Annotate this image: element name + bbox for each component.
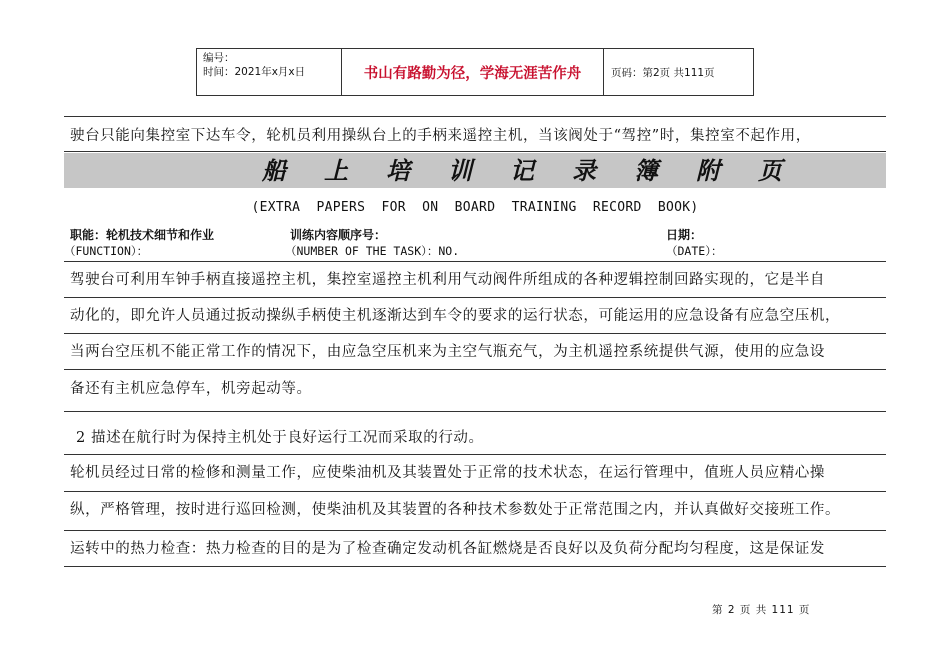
banner-title: 船上培训记录簿附页 <box>262 156 820 185</box>
body-line: 动化的，即允许人员通过扳动操纵手柄使主机逐渐达到车令的要求的运行状态，可能运用的应急设备有应急空压机， <box>70 308 841 324</box>
body-line: 当两台空压机不能正常工作的情况下，由应急空压机来为主空气瓶充气，为主机遥控系统提供气源，使用的应急设 <box>70 344 825 360</box>
divider <box>64 566 886 567</box>
number-label: 编号： <box>203 52 235 64</box>
time-label: 时间：2021年x月x日 <box>203 66 306 78</box>
divider <box>64 491 886 492</box>
divider <box>64 454 886 455</box>
divider <box>64 297 886 298</box>
title-banner <box>64 153 886 188</box>
header-page-info: 页码：第2页 共111页 <box>611 66 715 79</box>
body-line: 轮机员经过日常的检修和测量工作，应使柴油机及其装置处于正常的技术状态，在运行管理中，值班人员应精心操 <box>70 465 825 481</box>
top-text-line: 驶台只能向集控室下达车令，轮机员利用操纵台上的手柄来遥控主机，当该阀处于“驾控”时，集控室不起作用， <box>70 128 811 144</box>
divider <box>64 151 886 152</box>
divider <box>64 261 886 262</box>
task-label-en: （NUMBER OF THE TASK）：NO. <box>285 244 460 258</box>
page-footer: 第 2 页 共 111 页 <box>712 604 811 616</box>
task-label-cn: 训练内容顺序号： <box>290 228 387 242</box>
document-header <box>196 48 754 96</box>
divider <box>64 411 886 412</box>
question-line: 2 描述在航行时为保持主机处于良好运行工况而采取的行动。 <box>76 430 484 446</box>
date-label-cn: 日期： <box>666 228 703 242</box>
divider <box>64 116 886 117</box>
date-label-en: （DATE）： <box>666 244 723 258</box>
function-label-en: （FUNCTION）： <box>64 244 149 258</box>
divider <box>64 369 886 370</box>
function-label-cn: 职能：轮机技术细节和作业 <box>70 228 215 242</box>
banner-subtitle-en: (EXTRA PAPERS FOR ON BOARD TRAINING RECORD BOOK) <box>251 200 699 215</box>
body-line: 驾驶台可利用车钟手柄直接遥控主机，集控室遥控主机利用气动阀件所组成的各种逻辑控制回路实现的，它是半自 <box>70 272 825 288</box>
header-motto: 书山有路勤为径，学海无涯苦作舟 <box>342 49 604 95</box>
header-left-cell <box>197 49 342 95</box>
body-line: 运转中的热力检查：热力检查的目的是为了检查确定发动机各缸燃烧是否良好以及负荷分配均匀程度，这是保证发 <box>70 541 825 557</box>
divider <box>64 333 886 334</box>
divider <box>64 530 886 531</box>
body-line: 纵，严格管理，按时进行巡回检测，使柴油机及其装置的各种技术参数处于正常范围之内，并认真做好交接班工作。 <box>70 502 841 518</box>
body-line: 备还有主机应急停车，机旁起动等。 <box>70 381 312 397</box>
